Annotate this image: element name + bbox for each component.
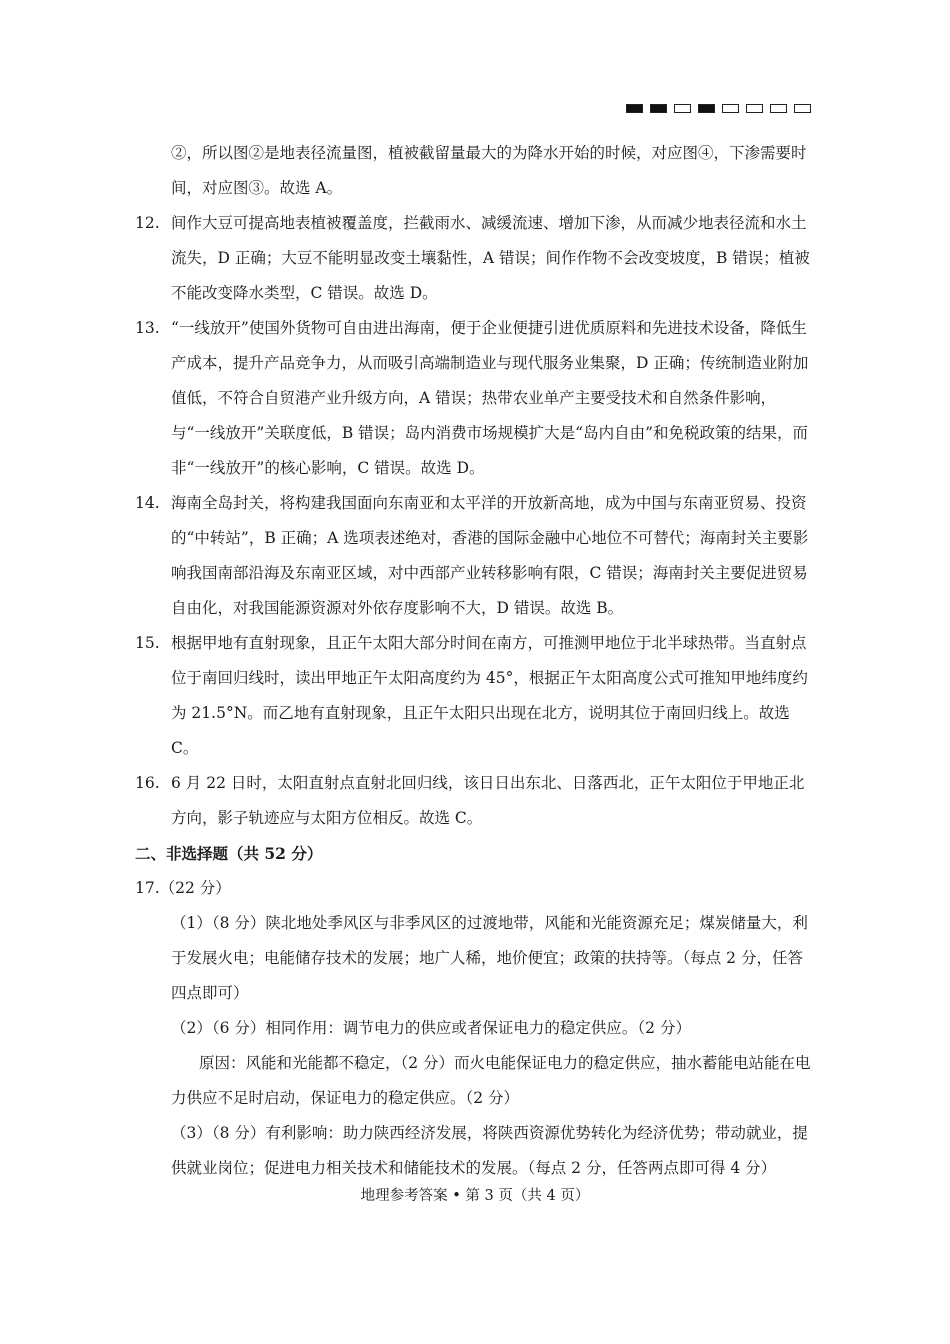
item-text: 间作大豆可提高地表植被覆盖度，拦截雨水、减缓流速、增加下渗，从而减少地表径流和水土流失，D 正确；大豆不能明显改变土壤黏性，A 错误；间作作物不会改变坡度，B 错误；植被不能改变降水类型，C 错误。故选 D。 (171, 214, 810, 302)
q17-part-3: （3）（8 分）有利影响：助力陕西经济发展，将陕西资源优势转化为经济优势；带动就业，提供就业岗位；促进电力相关技术和储能技术的发展。（每点 2 分，任答两点即可得 4 分） (171, 1124, 808, 1177)
answer-item-12 (135, 206, 815, 311)
q17-part-2-reason-text: 原因：风能和光能都不稳定，（2 分）而火电能保证电力的稳定供应，抽水蓄能电站能在电力供应不足时启动，保证电力的稳定供应。（2 分） (171, 1054, 811, 1107)
answer-item-16 (135, 766, 815, 836)
section-title: 二、非选择题（共 52 分） (135, 844, 323, 863)
mark-2 (650, 104, 667, 113)
q17-part-2-reason (135, 1046, 815, 1116)
mark-3 (674, 104, 691, 113)
mark-4 (698, 104, 715, 113)
item-text: 6 月 22 日时，太阳直射点直射北回归线，该日日出东北、日落西北，正午太阳位于甲地正北方向，影子轨迹应与太阳方位相反。故选 C。 (171, 774, 805, 827)
item-number: 14. (135, 494, 160, 512)
answer-content (135, 136, 815, 1186)
answer-item-15 (135, 626, 815, 766)
item-text: 海南全岛封关，将构建我国面向东南亚和太平洋的开放新高地，成为中国与东南亚贸易、投资的“中转站”，B 正确；A 选项表述绝对，香港的国际金融中心地位不可替代；海南封关主要影响我国南部沿海及东南亚区域，对中西部产业转移影响有限，C 错误；海南封关主要促进贸易自由化，对我国能源资源对外依存度影响不大，D 错误。故选 B。 (171, 494, 809, 617)
page-marks (626, 104, 811, 113)
answer-item-13 (135, 311, 815, 486)
q17-part-1: （1）（8 分）陕北地处季风区与非季风区的过渡地带，风能和光能资源充足；煤炭储量大，利于发展火电；电能储存技术的发展；地广人稀，地价便宜；政策的扶持等。（每点 2 分，任答四点即可） (171, 914, 808, 1002)
item-text: 根据甲地有直射现象，且正午太阳大部分时间在南方，可推测甲地位于北半球热带。当直射点位于南回归线时，读出甲地正午太阳高度约为 45°，根据正午太阳高度公式可推知甲地纬度约为 21.5°N。而乙地有直射现象，且正午太阳只出现在北方，说明其位于南回归线上。故选 C。 (171, 634, 808, 757)
item-11-continuation: ②，所以图②是地表径流量图，植被截留量最大的为降水开始的时候，对应图④，下渗需要时间，对应图③。故选 A。 (171, 144, 807, 197)
mark-5 (722, 104, 739, 113)
item-number: 12. (135, 214, 160, 232)
mark-1 (626, 104, 643, 113)
page-footer: 地理参考答案 • 第 3 页（共 4 页） (360, 1188, 590, 1204)
q17-part-2: （2）（6 分）相同作用：调节电力的供应或者保证电力的稳定供应。（2 分） (171, 1019, 691, 1037)
question-17-heading: 17.（22 分） (135, 879, 231, 897)
item-text: “一线放开”使国外货物可自由进出海南，便于企业便捷引进优质原料和先进技术设备，降低生产成本，提升产品竞争力，从而吸引高端制造业与现代服务业集聚，D 正确；传统制造业附加值低，不符合自贸港产业升级方向，A 错误；热带农业单产主要受技术和自然条件影响，与“一线放开”关联度低，B 错误；岛内消费市场规模扩大是“岛内自由”和免税政策的结果，而非“一线放开”的核心影响，C 错误。故选 D。 (171, 319, 809, 477)
item-number: 16. (135, 774, 160, 792)
mark-8 (794, 104, 811, 113)
mark-6 (746, 104, 763, 113)
item-number: 13. (135, 319, 160, 337)
item-number: 15. (135, 634, 160, 652)
mark-7 (770, 104, 787, 113)
answer-item-14 (135, 486, 815, 626)
